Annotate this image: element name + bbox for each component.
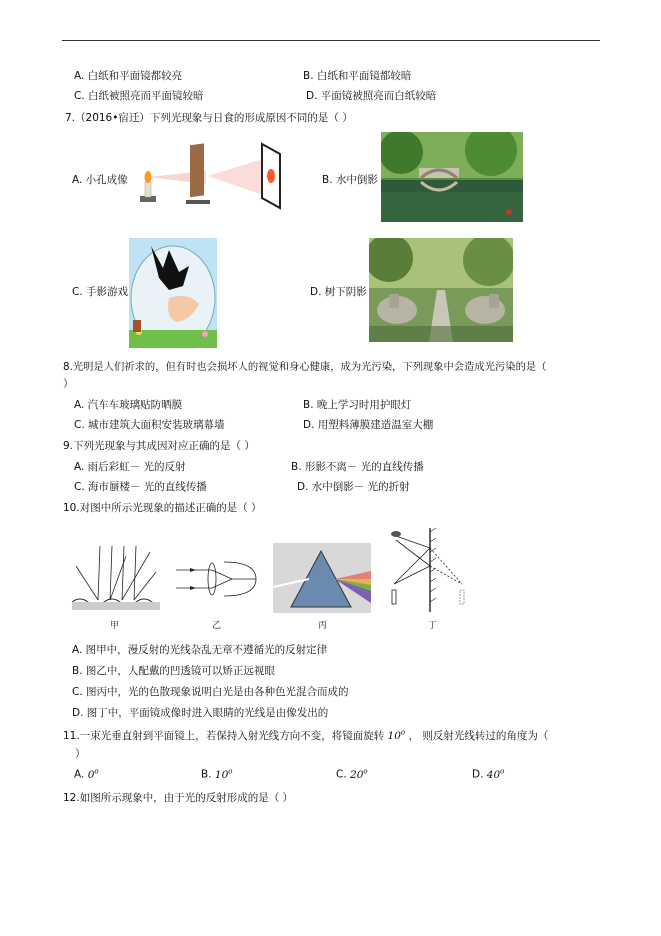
prev-option-c: C. 白纸被照亮而平面镜较暗 (74, 90, 204, 102)
q11-option-b-label: B. (201, 768, 212, 781)
q9-option-b: B. 形影不离－ 光的直线传播 (291, 461, 424, 473)
tree-shadow-photo (369, 238, 513, 342)
q7-option-a: A. 小孔成像 (72, 174, 128, 186)
plane-mirror-diagram (384, 526, 476, 614)
q7-option-c: C. 手影游戏 (72, 286, 129, 298)
water-reflection-photo (381, 132, 523, 222)
q11-option-a (74, 767, 99, 781)
q8-option-c: C. 城市建筑大面积安装玻璃幕墙 (74, 419, 225, 431)
q7-option-d: D. 树下阴影 (310, 286, 367, 298)
q11-option-d-label: D. (472, 768, 484, 781)
prev-option-b: B. 白纸和平面镜都较暗 (303, 70, 412, 82)
degree-symbol: o (94, 767, 99, 775)
header-rule (62, 40, 600, 41)
degree-symbol: o (500, 767, 505, 775)
q9-stem: 9.下列光现象与其成因对应正确的是（ ） (63, 440, 255, 452)
diffuse-reflection-diagram (70, 542, 160, 614)
q10-option-c: C. 图丙中，光的色散现象说明白光是由各种色光混合而成的 (72, 686, 349, 698)
q8-stem-line1: 8.光明是人们祈求的，但有时也会损坏人的视觉和身心健康，成为光污染，下列现象中会造成光污染的是（ (63, 361, 547, 373)
q11-option-c-number: 20 (350, 768, 364, 781)
q8-option-a: A. 汽车车玻璃贴防晒膜 (74, 399, 183, 411)
q11-angle (388, 730, 406, 742)
q8-option-b: B. 晚上学习时用护眼灯 (303, 399, 412, 411)
q7-stem: 7.（2016•宿迁）下列光现象与日食的形成原因不同的是（ ） (65, 112, 353, 124)
q8-option-d: D. 用塑料薄膜建造温室大棚 (303, 419, 434, 431)
q11-option-d (472, 767, 504, 781)
q11-stem-line1 (63, 728, 548, 743)
q11-option-c (336, 767, 368, 781)
figure-caption-bing: 丙 (318, 621, 328, 631)
q11-stem-line2: ） (75, 748, 86, 760)
q11-option-c-label: C. (336, 768, 347, 781)
prev-option-d: D. 平面镜被照亮而白纸较暗 (306, 90, 437, 102)
q10-option-a: A. 图甲中，漫反射的光线杂乱无章不遵循光的反射定律 (72, 644, 328, 656)
degree-symbol: o (400, 728, 406, 737)
q9-option-d: D. 水中倒影－ 光的折射 (297, 481, 410, 493)
q9-option-c: C. 海市蜃楼－ 光的直线传播 (74, 481, 207, 493)
q9-option-a: A. 雨后彩虹－ 光的反射 (74, 461, 186, 473)
q11-stem-pre: 11.一束光垂直射到平面镜上，若保持入射光线方向不变，将镜面旋转 (63, 730, 385, 742)
q11-option-a-value (88, 769, 99, 781)
q7-option-b: B. 水中倒影 (322, 174, 378, 186)
q10-option-b: B. 图乙中，人配戴的凹透镜可以矫正远视眼 (72, 665, 275, 677)
q11-option-b-value (215, 769, 233, 781)
q11-angle-value: 10 (387, 730, 401, 742)
degree-symbol: o (363, 767, 368, 775)
pinhole-camera-figure (128, 138, 288, 210)
q12-stem: 12.如图所示现象中，由于光的反射形成的是（ ） (63, 792, 294, 804)
q10-stem: 10.对图中所示光现象的描述正确的是（ ） (63, 502, 262, 514)
q11-option-a-number: 0 (87, 768, 95, 781)
prev-option-a: A. 白纸和平面镜都较亮 (74, 70, 183, 82)
q8-stem-line2: ） (63, 378, 74, 390)
degree-symbol: o (228, 767, 233, 775)
eye-lens-diagram (172, 554, 264, 604)
q11-stem-post: ， 则反射光线转过的角度为（ (408, 730, 549, 742)
figure-caption-yi: 乙 (212, 621, 222, 631)
hand-shadow-figure (129, 238, 217, 348)
q11-option-c-value (350, 769, 368, 781)
prism-dispersion-diagram (273, 543, 371, 613)
figure-caption-ding: 丁 (428, 621, 438, 631)
q10-option-d: D. 图丁中，平面镜成像时进入眼睛的光线是由像发出的 (72, 707, 329, 719)
q11-option-d-value (487, 769, 505, 781)
figure-caption-jia: 甲 (110, 621, 120, 631)
q11-option-a-label: A. (74, 768, 85, 781)
q11-option-b-number: 10 (214, 768, 229, 781)
q11-option-d-number: 40 (486, 768, 501, 781)
q11-option-b (201, 767, 232, 781)
